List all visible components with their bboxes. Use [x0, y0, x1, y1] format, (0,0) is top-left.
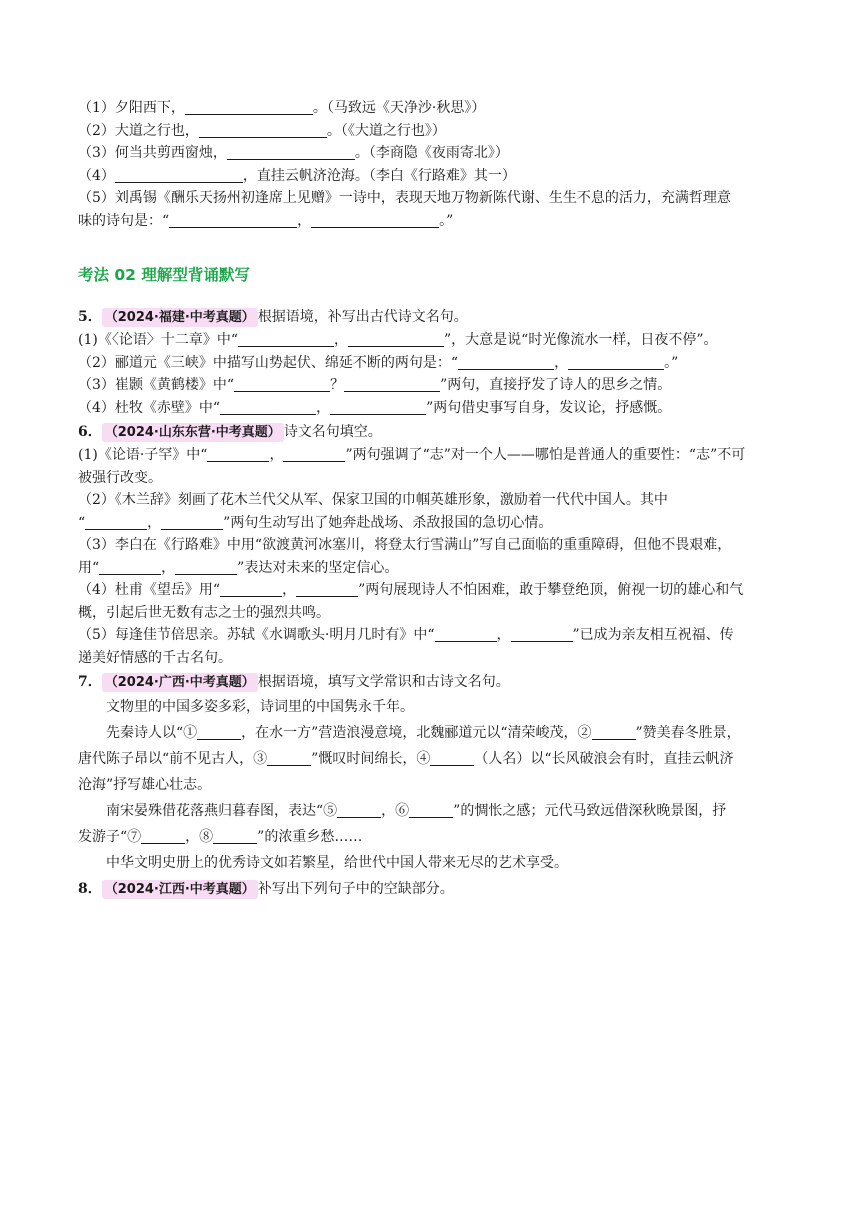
question-text: ？: [330, 377, 345, 393]
question-text: （4）杜牧《赤壁》中“: [78, 399, 221, 416]
question-text: 。（李商隐《夜雨寄北》）: [354, 145, 509, 161]
answer-blank[interactable]: [238, 332, 334, 347]
answer-blank[interactable]: [115, 168, 243, 183]
passage-text: 中华文明史册上的优秀诗文如若繁星，给世代中国人带来无尽的艺术享受。: [106, 855, 568, 871]
section-heading: 考法 02 理解型背诵默写: [78, 266, 250, 284]
question-instruction: 根据语境，补写出古代诗文名句。: [257, 309, 468, 325]
question-text: （5）每逢佳节倍思亲。苏轼《水调歌头·明月几时有》中“: [78, 627, 435, 643]
question-text: ”两句，直接抒发了诗人的思乡之情。: [440, 377, 672, 393]
question-line: [78, 444, 784, 467]
source-badge: （2024·福建·中考真题）: [102, 308, 258, 327]
question-header: [78, 671, 784, 694]
question-text: ，: [147, 514, 162, 531]
question-text: （5）刘禹锡《酬乐天扬州初逢席上见赠》一诗中，表现天地万物新陈代谢、生生不息的活力，充满哲理意: [78, 190, 731, 206]
answer-blank[interactable]: [348, 332, 444, 347]
question-text: ，: [269, 447, 284, 463]
source-badge: （2024·山东东营·中考真题）: [102, 423, 284, 442]
passage-text: 沧海”抒写雄心壮志。: [78, 777, 212, 793]
question-number: 8．: [78, 881, 102, 897]
question-text: ，: [282, 582, 297, 598]
answer-blank[interactable]: [430, 751, 474, 766]
question-text: 递美好情感的千古名句。: [78, 649, 232, 666]
passage-text: 南宋晏殊借花落燕归暮春图，表达“⑤: [106, 803, 338, 819]
answer-blank[interactable]: [311, 213, 439, 228]
passage-line: [78, 746, 784, 772]
question-number: 6．: [78, 424, 102, 440]
passage-text: 先秦诗人以“①: [106, 725, 198, 741]
question-line: [78, 352, 784, 375]
question-text: （2）郦道元《三峡》中描写山势起伏、绵延不断的两句是：“: [78, 354, 459, 371]
answer-blank[interactable]: [409, 803, 453, 818]
passage-paragraph: [78, 694, 784, 720]
question-line: [78, 467, 784, 490]
question-header: [78, 306, 784, 329]
question-line: [78, 142, 784, 165]
question-line: [78, 397, 784, 420]
passage-text: ”的浓重乡愁……: [257, 829, 363, 845]
question-text: （4）杜甫《望岳》用“: [78, 582, 221, 598]
question-text: （2）大道之行也，: [78, 122, 199, 139]
question-text: 。”: [439, 212, 454, 229]
passage-text: 唐代陈子昂以“前不见古人，③: [78, 751, 268, 767]
answer-blank[interactable]: [169, 213, 297, 228]
question-instruction: 诗文名句填空。: [283, 424, 382, 440]
question-text: ，直挂云帆济沧海。（李白《行路难》其一）: [242, 167, 516, 184]
answer-blank[interactable]: [267, 751, 311, 766]
answer-blank[interactable]: [185, 100, 313, 115]
passage-text: ，在水一方”营造浪漫意境，北魏郦道元以“清荣峻茂，②: [241, 725, 592, 741]
question-text: （3）崔颢《黄鹤楼》中“: [78, 377, 235, 393]
source-badge: （2024·江西·中考真题）: [102, 880, 258, 899]
passage-paragraph: [78, 798, 784, 824]
question-line: [78, 624, 784, 647]
question-line: [78, 647, 784, 670]
passage-text: ，⑥: [381, 803, 410, 819]
question-line: [78, 557, 784, 580]
question-text: 。（马致远《天净沙·秋思》）: [312, 100, 486, 116]
question-text: ”表达对未来的坚定信心。: [237, 559, 399, 576]
question-text: 味的诗句是：“: [78, 212, 170, 229]
question-header: [78, 878, 784, 901]
question-text: （2）《木兰辞》刻画了花木兰代父从军、保家卫国的巾帼英雄形象，激励着一代代中国人。其中: [78, 492, 668, 508]
answer-blank[interactable]: [296, 582, 358, 597]
question-line: [78, 120, 784, 143]
question-text: “: [78, 514, 86, 531]
question-text: ”两句借史事写自身，发议论，抒感慨。: [426, 399, 672, 416]
question-text: ，: [554, 354, 569, 371]
question-line: [78, 579, 784, 602]
question-line: [78, 374, 784, 397]
answer-blank[interactable]: [197, 725, 241, 740]
question-text: ”两句展现诗人不怕困难，敢于攀登绝顶，俯视一切的雄心和气: [358, 582, 744, 598]
answer-blank[interactable]: [227, 145, 355, 160]
question-text: ，: [316, 399, 331, 416]
passage-text: ”赞美春冬胜景，: [635, 725, 741, 741]
question-text: ”两句生动写出了她奔赴战场、杀敌报国的急切心情。: [223, 514, 553, 531]
source-badge: （2024·广西·中考真题）: [102, 673, 258, 692]
answer-blank[interactable]: [592, 725, 636, 740]
question-line: [78, 602, 784, 625]
question-instruction: 补写出下列句子中的空缺部分。: [257, 881, 454, 897]
question-line: [78, 165, 784, 188]
answer-blank[interactable]: [283, 447, 345, 462]
passage-text: （人名）以“长风破浪会有时，直挂云帆济: [474, 751, 734, 767]
answer-blank[interactable]: [213, 829, 257, 844]
answer-blank[interactable]: [199, 123, 327, 138]
passage-text: ，⑧: [185, 829, 214, 845]
question-text: (1)《〈论语〉十二章》中“: [78, 332, 238, 348]
question-text: ”两句强调了“志”对一个人——哪怕是普通人的重要性：“志”不可: [345, 447, 746, 463]
document-page: [78, 97, 784, 901]
passage-paragraph: [78, 850, 784, 876]
answer-blank[interactable]: [568, 355, 664, 370]
question-text: （3）何当共剪西窗烛，: [78, 145, 227, 161]
question-number: 7．: [78, 674, 102, 690]
question-line: [78, 97, 784, 120]
passage-text: 发游子“⑦: [78, 829, 142, 845]
question-text: （1）夕阳西下，: [78, 100, 185, 116]
answer-blank[interactable]: [337, 803, 381, 818]
answer-blank[interactable]: [220, 400, 316, 415]
answer-blank[interactable]: [234, 377, 330, 392]
question-text: ”已成为亲友相互祝福、传: [572, 627, 734, 643]
question-text: （3）李白在《行路难》中用“欲渡黄河冰塞川，将登太行雪满山”写自己面临的重重障碍，但他不畏艰难，: [78, 537, 732, 553]
question-text: 。”: [664, 354, 679, 371]
answer-blank[interactable]: [85, 515, 147, 530]
question-line: [78, 187, 784, 210]
question-text: ”，大意是说“时光像流水一样，日夜不停”。: [444, 332, 718, 348]
passage-text: 文物里的中国多姿多彩，诗词里的中国隽永千年。: [106, 699, 414, 715]
question-line: [78, 512, 784, 535]
passage-line: [78, 772, 784, 798]
answer-blank[interactable]: [458, 355, 554, 370]
question-text: 被强行改变。: [78, 469, 162, 486]
passage-text: ”慨叹时间绵长，④: [311, 751, 431, 767]
question-header: [78, 421, 784, 444]
answer-blank[interactable]: [141, 829, 185, 844]
answer-blank[interactable]: [344, 377, 440, 392]
question-line: [78, 329, 784, 352]
question-text: 。（《大道之行也》）: [326, 122, 446, 139]
answer-blank[interactable]: [161, 515, 223, 530]
passage-paragraph: [78, 720, 784, 746]
answer-blank[interactable]: [435, 627, 497, 642]
question-text: （4）: [78, 167, 115, 184]
question-number: 5．: [78, 309, 102, 325]
answer-blank[interactable]: [207, 447, 269, 462]
question-text: ，: [334, 332, 348, 348]
question-text: ，: [297, 212, 312, 229]
answer-blank[interactable]: [99, 560, 161, 575]
question-text: 用“: [78, 559, 100, 576]
question-text: ，: [496, 627, 511, 643]
question-text: ，: [161, 559, 176, 576]
passage-line: [78, 824, 784, 850]
passage-text: ”的惆怅之感；元代马致远借深秋晚景图，抒: [453, 803, 727, 819]
answer-blank[interactable]: [511, 627, 573, 642]
question-instruction: 根据语境，填写文学常识和古诗文名句。: [257, 674, 510, 690]
question-line: [78, 210, 784, 233]
answer-blank[interactable]: [330, 400, 426, 415]
question-text: 概，引起后世无数有志之士的强烈共鸣。: [78, 604, 330, 621]
question-line: [78, 489, 784, 512]
question-text: (1)《论语·子罕》中“: [78, 447, 208, 463]
question-line: [78, 534, 784, 557]
answer-blank[interactable]: [220, 582, 282, 597]
answer-blank[interactable]: [175, 560, 237, 575]
